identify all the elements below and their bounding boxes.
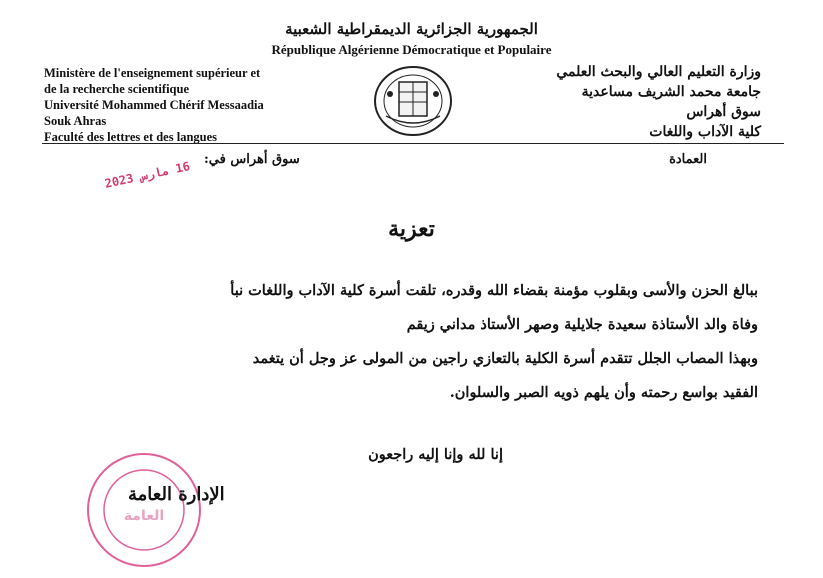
ministry-line-2: de la recherche scientifique	[44, 82, 189, 96]
closing-phrase: إنا لله وإنا إليه راجعون	[368, 446, 503, 463]
official-seal-icon	[84, 450, 204, 570]
faculty-name-ar: كلية الآداب واللغات	[649, 124, 761, 140]
french-header-block	[44, 65, 364, 145]
body-line-4: الفقيد بواسع رحمته وأن يلهم ذويه الصبر والسلوان.	[449, 384, 758, 401]
seal-administration-text: الإدارة العامة	[128, 484, 225, 505]
ministry-line-ar: وزارة التعليم العالي والبحث العلمي	[556, 64, 761, 80]
document-title: تعزية	[388, 216, 435, 242]
republic-title-french: République Algérienne Démocratique et Populaire	[271, 42, 552, 57]
deanship-label: العمادة	[669, 152, 707, 167]
svg-text:العامة: العامة	[123, 508, 165, 524]
condolence-body	[58, 282, 758, 418]
university-logo-icon	[372, 64, 454, 138]
university-name: Université Mohammed Chérif Messaadia	[44, 98, 264, 112]
place-date-label: سوق أهراس في:	[204, 152, 300, 167]
header-divider	[42, 143, 784, 144]
body-line-2: وفاة والد الأستاذة سعيدة جلايلية وصهر الأستاذ مداني زيقم	[406, 316, 758, 333]
ministry-line-1: Ministère de l'enseignement supérieur et	[44, 66, 261, 80]
city-name-ar: سوق أهراس	[686, 104, 761, 120]
city-name: Souk Ahras	[44, 114, 107, 128]
date-stamp: 16 مارس 2023	[103, 159, 192, 191]
faculty-name: Faculté des lettres et des langues	[44, 130, 218, 144]
body-line-1: ببالغ الحزن والأسى وبقلوب مؤمنة بقضاء الله وقدره، تلقت أسرة كلية الآداب واللغات نبأ	[230, 282, 758, 299]
republic-title-arabic: الجمهورية الجزائرية الديمقراطية الشعبية	[285, 20, 538, 38]
arabic-header-block	[461, 62, 761, 142]
body-line-3: وبهذا المصاب الجلل تتقدم أسرة الكلية بالتعازي راجين من المولى عز وجل أن يتغمد	[252, 350, 758, 367]
university-name-ar: جامعة محمد الشريف مساعدية	[581, 84, 761, 100]
